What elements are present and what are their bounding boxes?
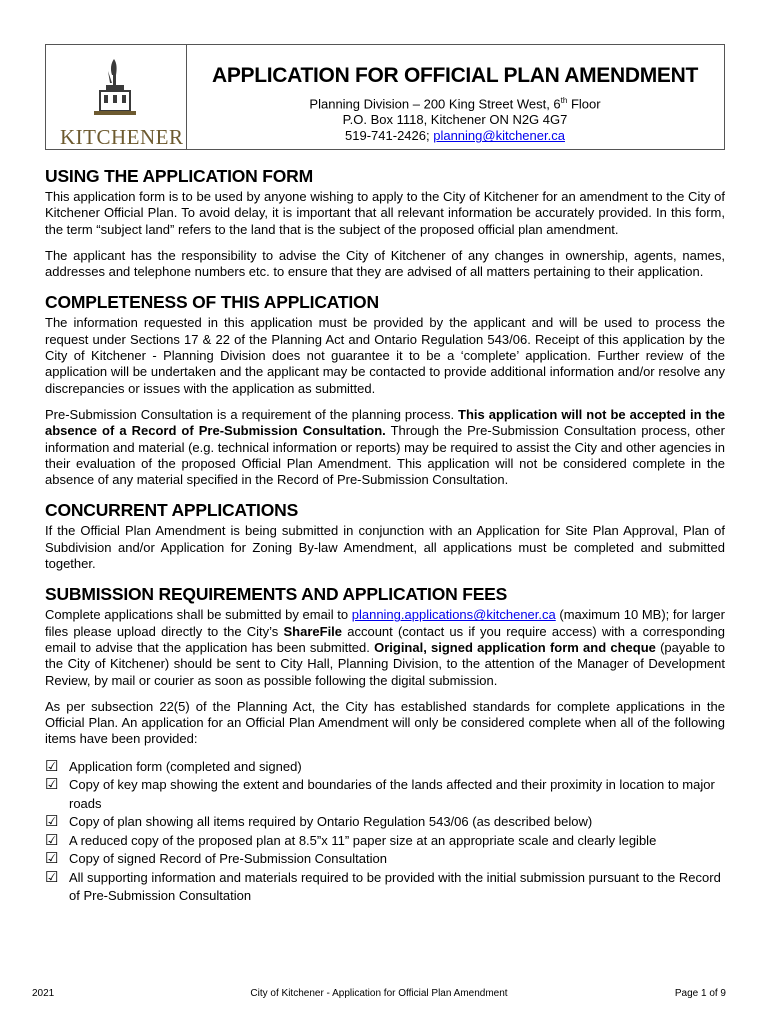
header-box — [45, 44, 725, 150]
applications-email-link[interactable]: planning.applications@kitchener.ca — [351, 607, 556, 623]
phone-text: 519-741-2426; — [345, 128, 434, 144]
completeness-paragraph-2 — [45, 407, 725, 488]
submission-p1-a: Complete applications shall be submitted by email to — [45, 607, 352, 623]
address-line-1 — [186, 93, 724, 112]
checked-box-icon: ☑ — [45, 831, 59, 849]
concurrent-paragraph: If the Official Plan Amendment is being submitted in conjunction with an Application for Site Plan Approval, Plan of Subdivision and/or Application for Zoning By-law Amendment, all applications must be completed and submitted together. — [45, 523, 725, 572]
heading-completeness: COMPLETENESS OF THIS APPLICATION — [45, 292, 379, 313]
checklist-item — [45, 776, 725, 813]
checked-box-icon: ☑ — [45, 813, 59, 831]
submission-p1-c: account (contact us if you require access) with a corresponding email to advise that the application has been submitted. — [45, 623, 725, 655]
kitchener-logo — [46, 45, 187, 149]
using-paragraph-1: This application form is to be used by anyone wishing to apply to the City of Kitchener for an amendment to the City of Kitchener Official Plan. To avoid delay, it is important that all relevant information be accurately provided. In this form, the term “subject land” refers to the land that is the subject of the proposed official plan amendment. — [45, 189, 725, 237]
checklist-item — [45, 758, 725, 777]
using-paragraph-2: The applicant has the responsibility to advise the City of Kitchener of any changes in ownership, agents, names, addresses and telephone numbers etc. to ensure that they are advised of all matters pertaining to their application. — [45, 247, 725, 280]
checklist-item — [45, 832, 725, 851]
submission-paragraph-1 — [45, 607, 725, 688]
address-line-1-floor: Floor — [567, 96, 601, 112]
address-block — [186, 93, 724, 144]
checked-box-icon: ☑ — [45, 850, 59, 868]
checklist-item — [45, 869, 725, 906]
submission-p1-d: (payable to the City of Kitchener) should be sent to City Hall, Planning Division, to the attention of the Manager of Development Review, by mail or courier as soon as possible following the digital submission. — [45, 639, 725, 688]
checklist-item-text: Copy of plan showing all items required by Ontario Regulation 543/06 (as described below) — [69, 814, 593, 830]
completeness-p2-end: Through the Pre-Submission Consultation process, other information and material (e.g. technical information or reports) may be required to assist the City and other agencies in their evaluation of the proposed Official Plan Amendment. This application will not be considered complete in the absence of any material specified in the Record of Pre-Submission Consultation. — [45, 423, 725, 488]
address-line-2: P.O. Box 1118, Kitchener ON N2G 4G7 — [342, 112, 568, 128]
address-line-1-text: Planning Division – 200 King Street West, 6 — [309, 96, 561, 112]
checklist-item-text: Copy of key map showing the extent and boundaries of the lands affected and their proximity in location to major roads — [69, 777, 715, 811]
checklist-item-text: All supporting information and materials required to be provided with the initial submission pursuant to the Record of Pre-Submission Consultation — [69, 869, 721, 904]
checked-box-icon: ☑ — [45, 757, 59, 775]
contact-line — [186, 128, 724, 144]
submission-paragraph-2: As per subsection 22(5) of the Planning Act, the City has established standards for complete applications in the Official Plan. An application for an Official Plan Amendment will only be considered complete when all of the following items have been provided: — [45, 698, 725, 747]
original-form-bold: Original, signed application form and cheque — [374, 639, 656, 655]
checklist-item — [45, 813, 725, 832]
footer-year: 2021 — [32, 988, 55, 999]
checked-box-icon: ☑ — [45, 868, 59, 886]
checklist-item-text: Application form (completed and signed) — [69, 758, 302, 774]
checklist-item-text: A reduced copy of the proposed plan at 8.5”x 11” paper size at an appropriate scale and clearly legible — [69, 832, 657, 848]
checked-box-icon: ☑ — [45, 776, 59, 794]
city-hall-logo-icon — [86, 53, 146, 125]
page-title: APPLICATION FOR OFFICIAL PLAN AMENDMENT — [211, 64, 699, 87]
header-title-area — [186, 45, 724, 144]
checklist-item-text: Copy of signed Record of Pre-Submission Consultation — [69, 851, 387, 867]
footer-title: City of Kitchener - Application for Official Plan Amendment — [250, 988, 508, 999]
submission-p1-b: (maximum 10 MB); for larger files please upload directly to the City’s — [45, 607, 725, 639]
heading-concurrent: CONCURRENT APPLICATIONS — [45, 500, 299, 521]
footer-page-number: Page 1 of 9 — [674, 988, 726, 999]
requirements-checklist — [45, 758, 725, 906]
completeness-paragraph-1: The information requested in this application must be provided by the applicant and will be used to process the request under Sections 17 & 22 of the Planning Act and Ontario Regulation 543/06. Receipt of this application by the City of Kitchener - Planning Division does not guarantee it to be a ‘complete’ application. Further review of the application will be undertaken and the applicant may be contacted to provide additional information and/or resolve any discrepancies or issues with the application as submitted. — [45, 315, 725, 396]
main-content — [45, 166, 725, 906]
planning-email-link[interactable]: planning@kitchener.ca — [433, 128, 565, 144]
sharefile-bold: ShareFile — [283, 623, 343, 639]
completeness-p2-bold: This application will not be accepted in the absence of a Record of Pre-Submission Consultation. — [45, 406, 725, 439]
completeness-p2-start: Pre-Submission Consultation is a requirement of the planning process. — [45, 406, 459, 422]
address-superscript: th — [560, 96, 568, 105]
checklist-item — [45, 850, 725, 869]
heading-submission: SUBMISSION REQUIREMENTS AND APPLICATION FEES — [45, 584, 508, 605]
logo-wordmark: KITCHENER — [60, 125, 184, 149]
heading-using-form: USING THE APPLICATION FORM — [45, 166, 313, 186]
